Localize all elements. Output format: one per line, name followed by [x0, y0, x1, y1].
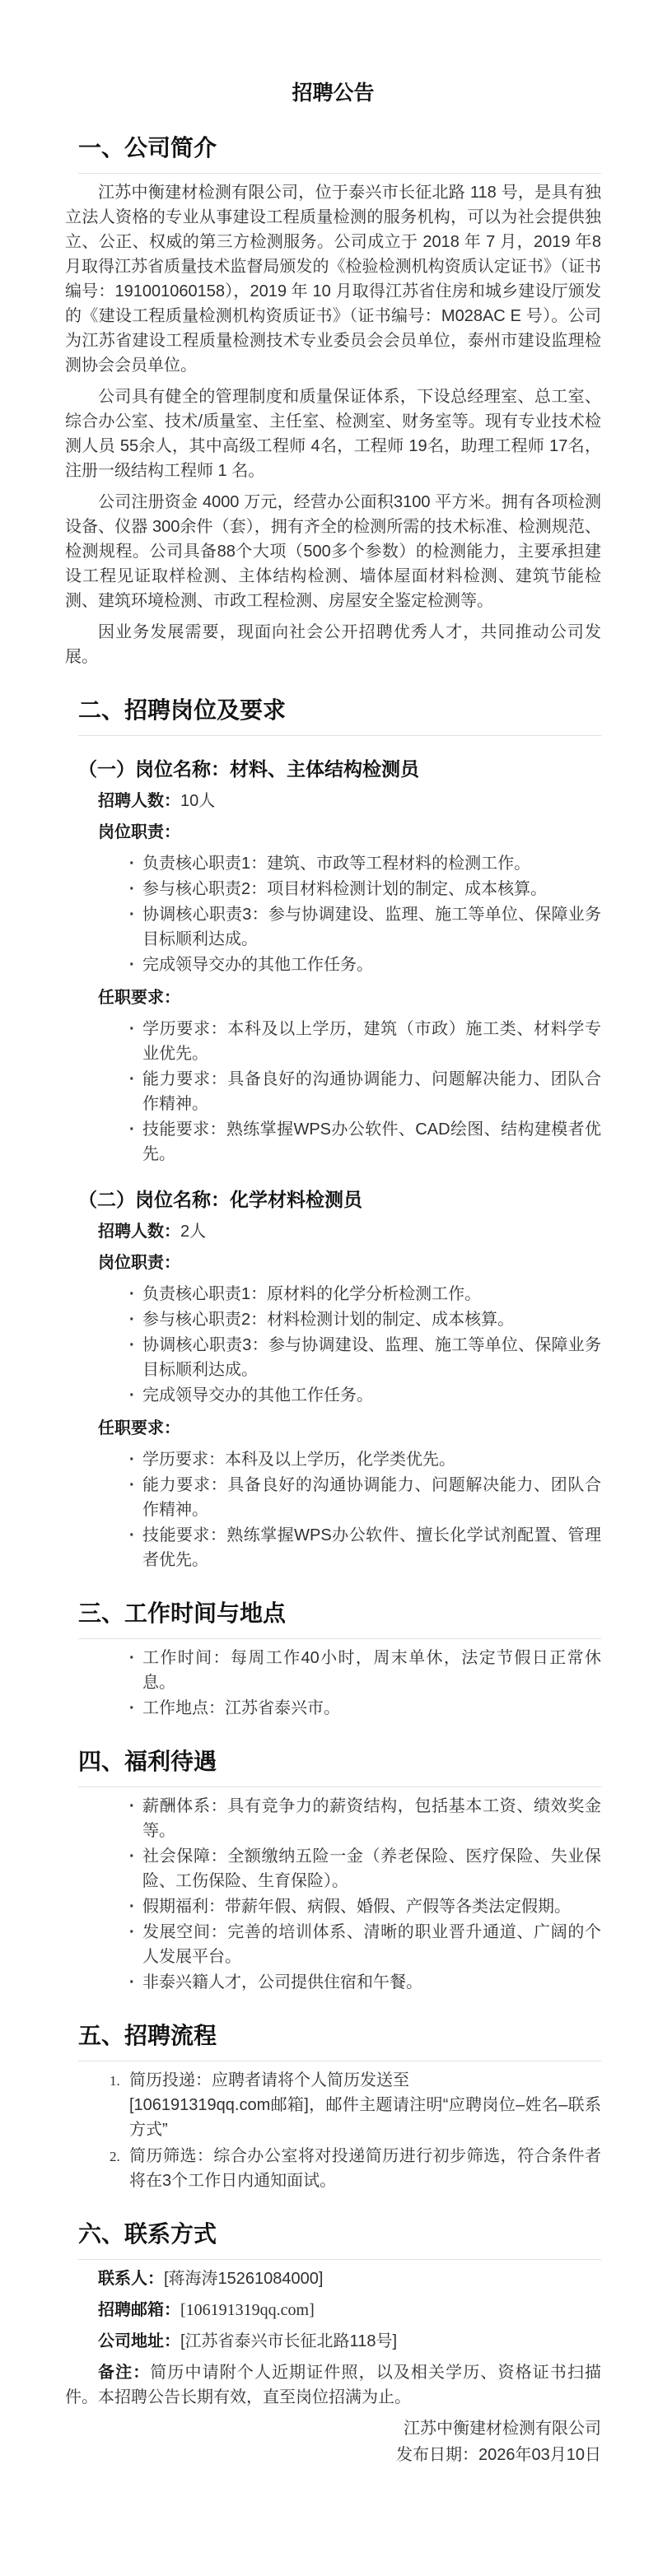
company-intro-paragraph-4: 因业务发展需要，现面向社会公开招聘优秀人才，共同推动公司发展。	[65, 623, 601, 666]
section-benefits	[65, 1747, 601, 1995]
job-2-headcount-value: 2人	[180, 1223, 207, 1241]
job-2-requirement-3: · 技能要求：熟练掌握WPS办公软件、擅长化学试剂配置、管理者优先。	[142, 1523, 601, 1572]
job-2-duty-2: · 参与核心职责2：材料检测计划的制定、成本核算。	[142, 1307, 601, 1332]
contact-note-label: 备注：	[98, 2364, 151, 2382]
job-2-duty-4: · 完成领导交办的其他工作任务。	[142, 1383, 601, 1408]
job-2-title: （二）岗位名称：化学材料检测员	[78, 1189, 362, 1210]
benefit-item-3: · 假期福利：带薪年假、病假、婚假、产假等各类法定假期。	[142, 1894, 601, 1919]
company-intro-paragraph-3: 公司注册资金 4000 万元，经营办公面积3100 平方米。拥有各项检测设备、仪器 300余件（套），拥有齐全的检测所需的技术标准、检测规范、检测规程。公司具备88个大项（500多个参数）的检测能力，主要承担建设工程见证取样检测、主体结构检测、墙体屋面材料检测、建筑节能检测、建筑环境检测、市政工程检测、房屋安全鉴定检测等。	[65, 493, 601, 610]
job-1-headcount-label: 招聘人数：	[98, 792, 180, 810]
process-step-2: 简历筛选：综合办公室将对投递简历进行初步筛选，符合条件者将在3个工作日内通知面试。	[129, 2147, 601, 2190]
contact-person-value: [蒋海涛15261084000]	[164, 2270, 324, 2288]
job-2-requirements-list	[65, 1447, 601, 1572]
doc-title: 招聘公告	[292, 82, 375, 105]
job-1-duties-list	[65, 851, 601, 977]
process-step-1	[129, 2068, 601, 2142]
section-contact	[65, 2220, 601, 2467]
contact-email-value: [106191319qq.com]	[180, 2301, 315, 2319]
benefit-item-1: · 薪酬体系：具有竞争力的薪资结构，包括基本工资、绩效奖金等。	[142, 1794, 601, 1843]
job-1-duty-2: · 参与核心职责2：项目材料检测计划的制定、成本核算。	[142, 877, 601, 901]
company-intro-paragraph-1: 江苏中衡建材检测有限公司，位于泰兴市长征北路 118 号，是具有独立法人资格的专业从事建设工程质量检测的服务机构，可以为社会提供独立、公正、权威的第三方检测服务。公司成立于 2018 年 7 月，2019 年8 月取得江苏省质量技术监督局颁发的《检验检测机构资质认定证书》（证书编号：191001060158），2019 年 10 月取得江苏省住房和城乡建设厅颁发的《建设工程质量检测机构资质证书》（证书编号：M028AC E 号）。公司为江苏省建设工程质量检测技术专业委员会会员单位，泰州市建设监理检测协会会员单位。	[65, 184, 601, 375]
section-company-intro	[65, 133, 601, 669]
job-2-duties-list	[65, 1282, 601, 1408]
process-steps-list	[65, 2068, 601, 2193]
contact-address-label: 公司地址：	[98, 2332, 180, 2350]
worktime-list	[65, 1646, 601, 1721]
section-worktime-heading: 三、工作时间与地点	[78, 1599, 601, 1639]
worktime-item-2: · 工作地点：江苏省泰兴市。	[142, 1696, 601, 1721]
section-process-heading: 五、招聘流程	[78, 2021, 601, 2061]
job-1-duty-4: · 完成领导交办的其他工作任务。	[142, 953, 601, 977]
job-2-duty-3: · 协调核心职责3：参与协调建设、监理、施工等单位、保障业务目标顺利达成。	[142, 1333, 601, 1382]
signature-company: 江苏中衡建材检测有限公司	[404, 2420, 601, 2438]
job-1-title: （一）岗位名称：材料、主体结构检测员	[78, 758, 419, 780]
contact-address-value: [江苏省泰兴市长征北路118号]	[180, 2332, 397, 2350]
job-1-requirements-label: 任职要求：	[98, 989, 180, 1007]
contact-note-value: 简历中请附个人近期证件照，以及相关学历、资格证书扫描件。本招聘公告长期有效，直至岗位招满为止。	[65, 2364, 602, 2406]
benefits-list	[65, 1794, 601, 1995]
section-company-intro-heading: 一、公司简介	[78, 133, 601, 174]
process-step-1-line-2: [106191319qq.com邮箱]，邮件主题请注明“应聘岗位–姓名–联系方式”	[129, 2096, 601, 2139]
job-1-headcount-value: 10人	[180, 792, 216, 810]
contact-address-line	[65, 2329, 601, 2354]
section-benefits-heading: 四、福利待遇	[78, 1747, 601, 1787]
signature-date: 发布日期：2026年03月10日	[396, 2446, 601, 2464]
section-process	[65, 2021, 601, 2193]
section-positions-heading: 二、招聘岗位及要求	[78, 696, 601, 736]
benefit-item-2: · 社会保障：全额缴纳五险一金（养老保险、医疗保险、失业保险、工伤保险、生育保险）。	[142, 1844, 601, 1894]
job-1-requirements-list	[65, 1017, 601, 1167]
job-2-requirements-label: 任职要求：	[98, 1419, 180, 1437]
contact-email-line	[65, 2298, 601, 2322]
section-worktime-location	[65, 1599, 601, 1721]
contact-email-label: 招聘邮箱：	[98, 2301, 180, 2319]
job-2-headcount	[65, 1219, 601, 1244]
job-1-duty-3: · 协调核心职责3：参与协调建设、监理、施工等单位、保障业务目标顺利达成。	[142, 902, 601, 952]
section-positions	[65, 696, 601, 1572]
job-2-requirement-2: · 能力要求：具备良好的沟通协调能力、问题解决能力、团队合作精神。	[142, 1473, 601, 1522]
worktime-item-1: · 工作时间：每周工作40小时，周末单休，法定节假日正常休息。	[142, 1646, 601, 1695]
job-1-headcount	[65, 789, 601, 813]
job-2-duties-label: 岗位职责：	[98, 1254, 180, 1272]
contact-person-line	[65, 2266, 601, 2291]
benefit-item-4: · 发展空间：完善的培训体系、清晰的职业晋升通道、广阔的个人发展平台。	[142, 1920, 601, 1969]
process-step-1-line-1: 简历投递：应聘者请将个人简历发送至	[129, 2071, 409, 2089]
contact-note-line	[65, 2360, 601, 2410]
job-2-requirement-1: · 学历要求：本科及以上学历，化学类优先。	[142, 1447, 601, 1472]
job-1-duties-label: 岗位职责：	[98, 823, 180, 841]
job-1-duty-1: · 负责核心职责1：建筑、市政等工程材料的检测工作。	[142, 851, 601, 876]
job-1-requirement-1: · 学历要求：本科及以上学历，建筑（市政）施工类、材料学专业优先。	[142, 1017, 601, 1066]
job-2-duty-1: · 负责核心职责1：原材料的化学分析检测工作。	[142, 1282, 601, 1307]
contact-person-label: 联系人：	[98, 2270, 164, 2288]
job-1-requirement-3: · 技能要求：熟练掌握WPS办公软件、CAD绘图、结构建模者优先。	[142, 1117, 601, 1167]
benefit-item-5: · 非泰兴籍人才，公司提供住宿和午餐。	[142, 1970, 601, 1995]
job-2-headcount-label: 招聘人数：	[98, 1223, 180, 1241]
job-1-requirement-2: · 能力要求：具备良好的沟通协调能力、问题解决能力、团队合作精神。	[142, 1067, 601, 1116]
company-intro-paragraph-2: 公司具有健全的管理制度和质量保证体系，下设总经理室、总工室、综合办公室、技术/质量室、主任室、检测室、财务室等。现有专业技术检测人员 55余人，其中高级工程师 4名，工程师 19名，助理工程师 17名，注册一级结构工程师 1 名。	[65, 388, 601, 480]
section-contact-heading: 六、联系方式	[78, 2220, 601, 2260]
